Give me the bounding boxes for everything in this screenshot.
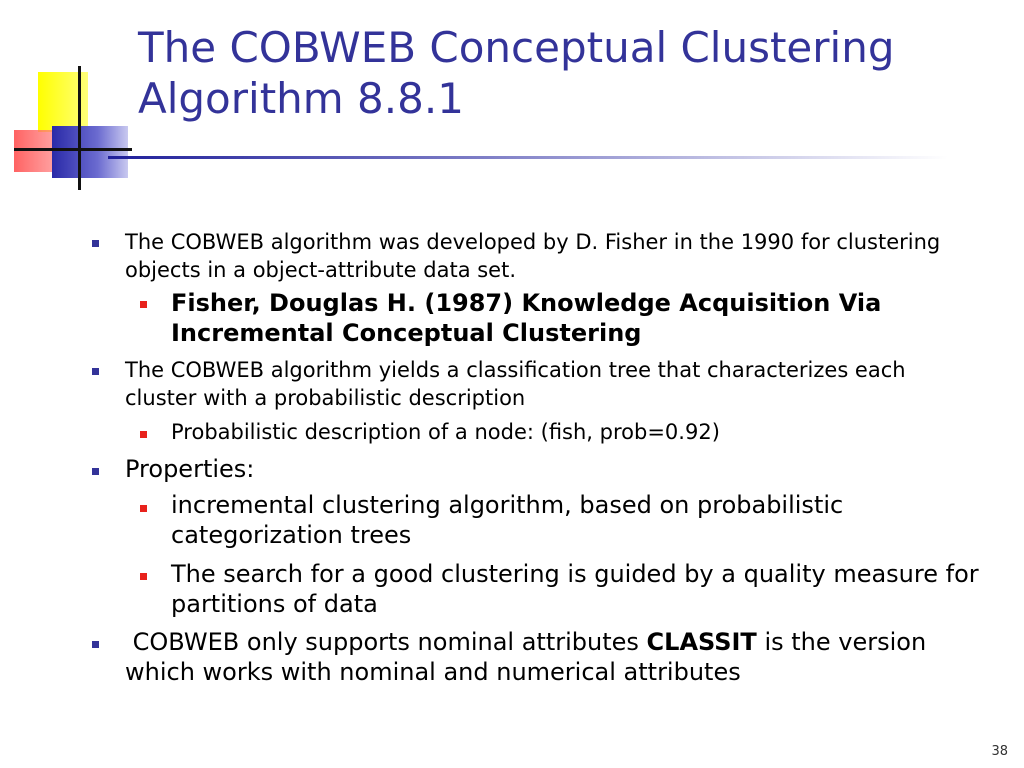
sub-bullet-marker [140,301,147,308]
bullet-item: Properties: [125,455,255,483]
sub-bullet-marker [140,505,147,512]
bullet-marker [92,368,99,375]
sub-bullet-marker [140,573,147,580]
sub-bullet-item: Fisher, Douglas H. (1987) Knowledge Acquisition Via Incremental Conceptual Clustering [171,289,882,347]
bullet-marker [92,240,99,247]
bullet-item: The COBWEB algorithm was developed by D. Fisher in the 1990 for clustering objects in a object-attribute data set. [125,230,941,282]
sub-bullet-marker [140,431,147,438]
bullet-text: COBWEB only supports nominal attributes [125,628,647,656]
bullet-text: is the version which works with nominal and numerical attributes [125,628,927,686]
bullet-item: The COBWEB algorithm yields a classification tree that characterizes each cluster with a probabilistic description [125,358,906,410]
sub-bullet-item: Probabilistic description of a node: (fish, prob=0.92) [171,420,720,444]
classit-keyword: CLASSIT [646,628,757,656]
sub-bullet-item: The search for a good clustering is guided by a quality measure for partitions of data [171,560,979,618]
bullet-item [125,627,975,687]
bullet-marker [92,468,99,475]
sub-bullet-item: incremental clustering algorithm, based on probabilistic categorization trees [171,491,844,549]
slide-number: 38 [991,744,1008,759]
bullet-marker [92,641,99,648]
slide-title: The COBWEB Conceptual Clustering Algorithm 8.8.1 [138,23,895,123]
